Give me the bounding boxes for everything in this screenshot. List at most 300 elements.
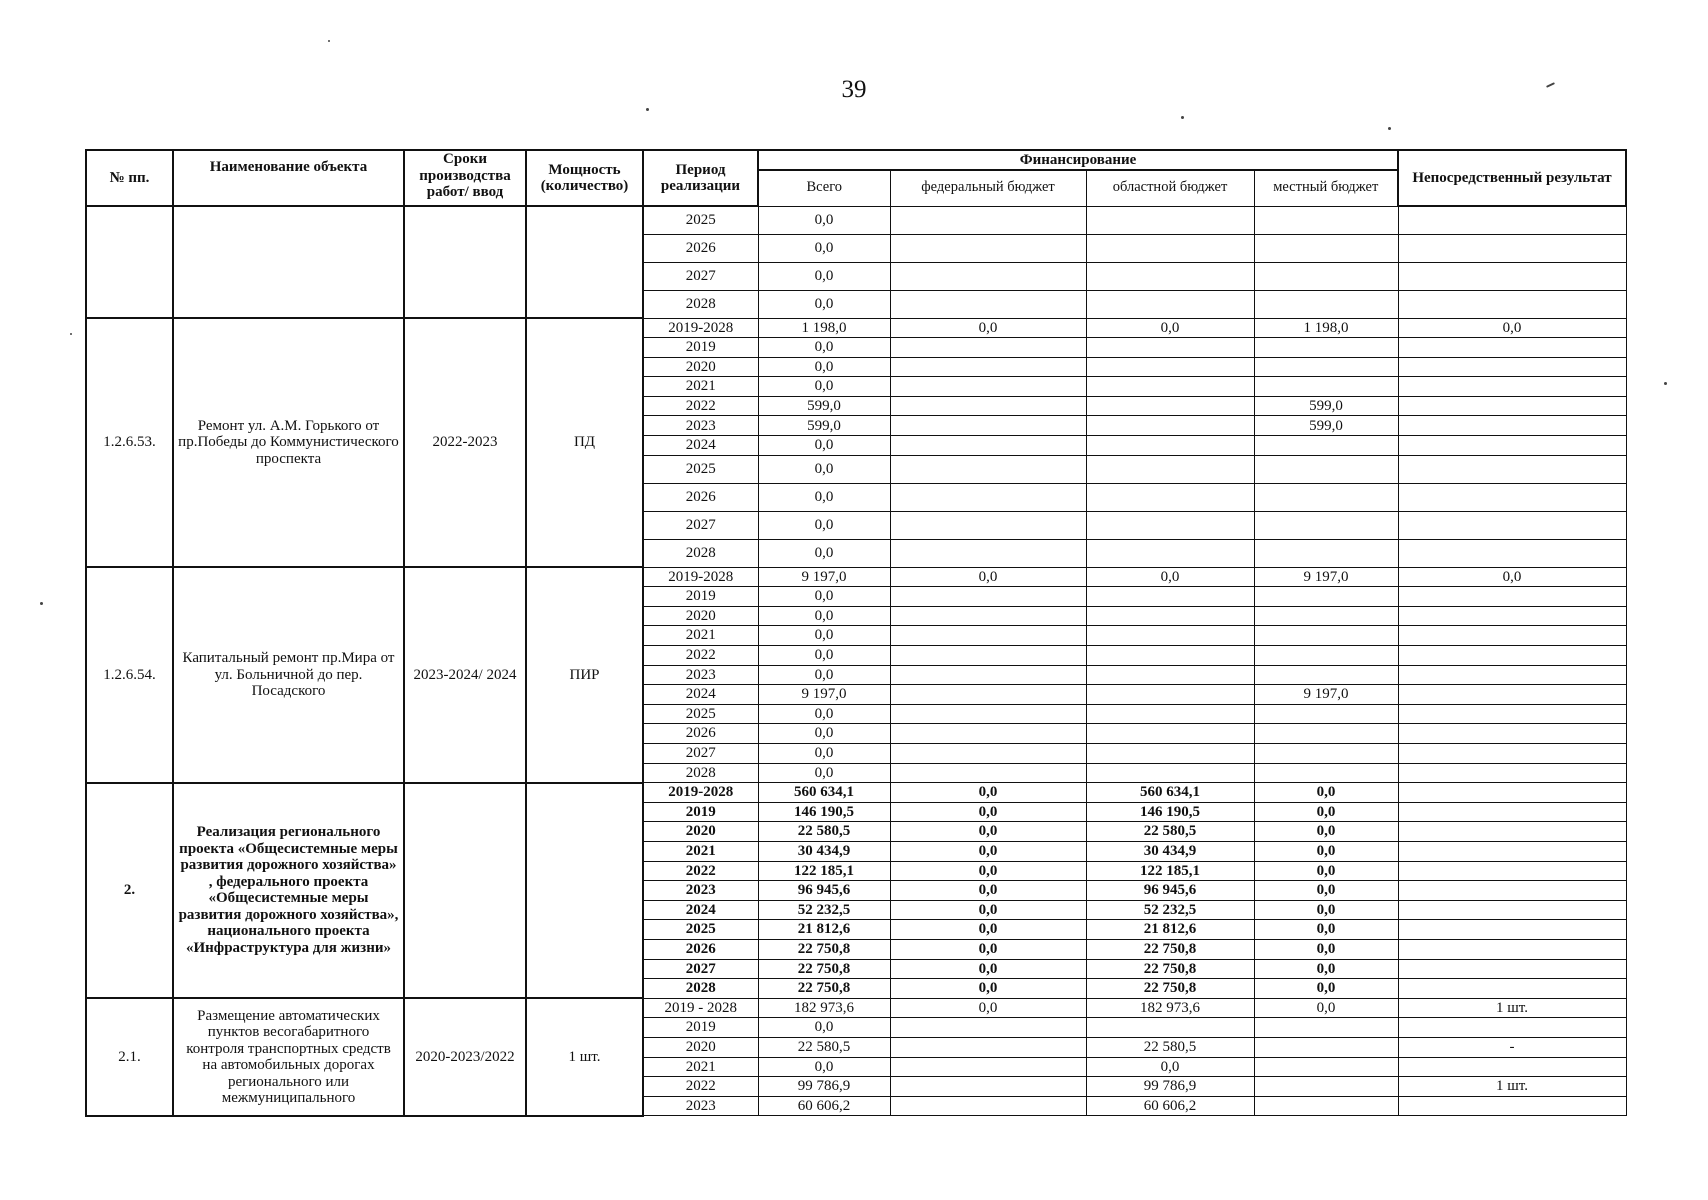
cell-period: 2021	[643, 841, 758, 861]
cell-federal: 0,0	[890, 841, 1086, 861]
cell-local: 0,0	[1254, 822, 1398, 842]
cell-total: 9 197,0	[758, 567, 890, 587]
cell-local: 0,0	[1254, 802, 1398, 822]
table-row	[86, 783, 1626, 803]
cell-regional: 52 232,5	[1086, 900, 1254, 920]
cell-result	[1398, 783, 1626, 803]
cell-total: 0,0	[758, 539, 890, 567]
work-terms: 2022-2023	[404, 318, 526, 567]
cell-federal	[890, 206, 1086, 234]
scan-speck	[40, 602, 43, 605]
cell-regional	[1086, 416, 1254, 436]
cell-total: 0,0	[758, 290, 890, 318]
cell-period: 2027	[643, 262, 758, 290]
cell-result	[1398, 396, 1626, 416]
cell-federal: 0,0	[890, 567, 1086, 587]
cell-federal	[890, 416, 1086, 436]
cell-regional: 22 580,5	[1086, 822, 1254, 842]
work-terms	[404, 206, 526, 318]
cell-period: 2028	[643, 539, 758, 567]
header-local: местный бюджет	[1254, 170, 1398, 206]
cell-result	[1398, 539, 1626, 567]
cell-federal: 0,0	[890, 802, 1086, 822]
cell-total: 60 606,2	[758, 1096, 890, 1116]
table-row	[86, 318, 1626, 338]
object-name	[173, 206, 404, 318]
cell-result	[1398, 1096, 1626, 1116]
cell-local	[1254, 744, 1398, 764]
cell-total: 599,0	[758, 416, 890, 436]
cell-federal: 0,0	[890, 822, 1086, 842]
cell-local	[1254, 455, 1398, 483]
table-row	[86, 206, 1626, 234]
cell-result	[1398, 416, 1626, 436]
cell-period: 2028	[643, 763, 758, 783]
cell-regional	[1086, 763, 1254, 783]
cell-total: 22 750,8	[758, 979, 890, 999]
cell-federal: 0,0	[890, 939, 1086, 959]
cell-total: 0,0	[758, 704, 890, 724]
cell-total: 0,0	[758, 455, 890, 483]
cell-total: 0,0	[758, 606, 890, 626]
header-num: № пп.	[86, 150, 173, 206]
cell-federal	[890, 685, 1086, 705]
cell-result	[1398, 483, 1626, 511]
cell-regional	[1086, 357, 1254, 377]
cell-regional: 22 580,5	[1086, 1037, 1254, 1057]
cell-result	[1398, 744, 1626, 764]
cell-federal	[890, 483, 1086, 511]
cell-local: 0,0	[1254, 861, 1398, 881]
cell-regional	[1086, 665, 1254, 685]
cell-regional	[1086, 377, 1254, 397]
work-terms	[404, 783, 526, 999]
object-name: Реализация регионального проекта «Общесистемные меры развития дорожного хозяйства» , федерального проекта «Общесистемные меры развития дорожного хозяйства», национального проекта «Инфраструктура для жизни»	[173, 783, 404, 999]
cell-regional	[1086, 744, 1254, 764]
cell-regional	[1086, 1018, 1254, 1038]
scan-speck	[1181, 116, 1184, 119]
cell-federal: 0,0	[890, 318, 1086, 338]
cell-regional	[1086, 606, 1254, 626]
cell-federal	[890, 626, 1086, 646]
cell-total: 30 434,9	[758, 841, 890, 861]
cell-local	[1254, 290, 1398, 318]
cell-regional: 122 185,1	[1086, 861, 1254, 881]
cell-regional	[1086, 396, 1254, 416]
cell-result	[1398, 822, 1626, 842]
cell-local: 0,0	[1254, 998, 1398, 1018]
cell-federal	[890, 455, 1086, 483]
cell-period: 2025	[643, 704, 758, 724]
cell-local: 0,0	[1254, 939, 1398, 959]
row-number: 2.	[86, 783, 173, 999]
capacity	[526, 206, 643, 318]
cell-regional	[1086, 338, 1254, 358]
cell-regional: 0,0	[1086, 567, 1254, 587]
cell-total: 146 190,5	[758, 802, 890, 822]
scan-speck	[328, 40, 330, 42]
cell-local	[1254, 1037, 1398, 1057]
cell-federal: 0,0	[890, 979, 1086, 999]
object-name: Размещение автоматических пунктов весогабаритного контроля транспортных средств на автомобильных дорогах регионального или межмуниципального	[173, 998, 404, 1116]
scan-speck	[646, 108, 649, 111]
cell-local	[1254, 606, 1398, 626]
row-number: 1.2.6.53.	[86, 318, 173, 567]
cell-regional: 22 750,8	[1086, 979, 1254, 999]
cell-federal	[890, 1057, 1086, 1077]
cell-period: 2025	[643, 206, 758, 234]
cell-result: -	[1398, 1037, 1626, 1057]
cell-federal	[890, 290, 1086, 318]
header-capacity: Мощность (количество)	[526, 150, 643, 206]
cell-regional: 560 634,1	[1086, 783, 1254, 803]
cell-local: 0,0	[1254, 920, 1398, 940]
cell-federal: 0,0	[890, 900, 1086, 920]
cell-federal	[890, 396, 1086, 416]
cell-federal	[890, 1018, 1086, 1038]
cell-result	[1398, 206, 1626, 234]
cell-local	[1254, 724, 1398, 744]
cell-result	[1398, 234, 1626, 262]
cell-period: 2023	[643, 881, 758, 901]
financing-table	[85, 149, 1627, 1117]
cell-regional: 60 606,2	[1086, 1096, 1254, 1116]
row-number: 2.1.	[86, 998, 173, 1116]
cell-local	[1254, 704, 1398, 724]
header-total: Всего	[758, 170, 890, 206]
cell-period: 2019-2028	[643, 783, 758, 803]
cell-period: 2022	[643, 1077, 758, 1097]
cell-local: 0,0	[1254, 841, 1398, 861]
header-federal: федеральный бюджет	[890, 170, 1086, 206]
cell-result	[1398, 357, 1626, 377]
cell-local: 0,0	[1254, 979, 1398, 999]
capacity: 1 шт.	[526, 998, 643, 1116]
cell-federal	[890, 606, 1086, 626]
cell-total: 1 198,0	[758, 318, 890, 338]
cell-total: 0,0	[758, 763, 890, 783]
cell-total: 0,0	[758, 234, 890, 262]
cell-result	[1398, 587, 1626, 607]
page-number: 39	[841, 76, 867, 103]
cell-total: 0,0	[758, 1018, 890, 1038]
cell-period: 2026	[643, 234, 758, 262]
cell-local	[1254, 587, 1398, 607]
header-terms: Сроки производства работ/ ввод	[404, 150, 526, 206]
cell-federal	[890, 234, 1086, 262]
cell-total: 0,0	[758, 626, 890, 646]
header-result: Непосредственный результат	[1398, 150, 1626, 206]
cell-federal	[890, 704, 1086, 724]
row-number: 1.2.6.54.	[86, 567, 173, 783]
cell-result	[1398, 606, 1626, 626]
cell-result	[1398, 665, 1626, 685]
cell-period: 2019	[643, 587, 758, 607]
cell-result	[1398, 1018, 1626, 1038]
cell-regional: 96 945,6	[1086, 881, 1254, 901]
cell-local: 1 198,0	[1254, 318, 1398, 338]
cell-period: 2024	[643, 685, 758, 705]
cell-total: 52 232,5	[758, 900, 890, 920]
work-terms: 2020-2023/2022	[404, 998, 526, 1116]
cell-total: 0,0	[758, 338, 890, 358]
capacity	[526, 783, 643, 999]
cell-period: 2019	[643, 338, 758, 358]
cell-local	[1254, 483, 1398, 511]
cell-total: 0,0	[758, 262, 890, 290]
cell-federal	[890, 1096, 1086, 1116]
cell-local: 0,0	[1254, 900, 1398, 920]
cell-federal	[890, 724, 1086, 744]
cell-federal	[890, 377, 1086, 397]
header-period: Период реализации	[643, 150, 758, 206]
cell-regional: 22 750,8	[1086, 939, 1254, 959]
cell-total: 599,0	[758, 396, 890, 416]
cell-period: 2022	[643, 646, 758, 666]
cell-period: 2026	[643, 939, 758, 959]
cell-local	[1254, 665, 1398, 685]
cell-regional	[1086, 511, 1254, 539]
cell-period: 2021	[643, 377, 758, 397]
cell-period: 2019-2028	[643, 567, 758, 587]
cell-period: 2022	[643, 396, 758, 416]
table-body	[86, 206, 1626, 1116]
cell-local	[1254, 234, 1398, 262]
cell-period: 2024	[643, 436, 758, 456]
cell-result	[1398, 939, 1626, 959]
cell-result: 0,0	[1398, 567, 1626, 587]
cell-regional: 22 750,8	[1086, 959, 1254, 979]
cell-federal	[890, 539, 1086, 567]
cell-period: 2025	[643, 920, 758, 940]
cell-result	[1398, 685, 1626, 705]
cell-result	[1398, 626, 1626, 646]
cell-result	[1398, 724, 1626, 744]
cell-period: 2019	[643, 802, 758, 822]
cell-regional: 146 190,5	[1086, 802, 1254, 822]
cell-period: 2019 - 2028	[643, 998, 758, 1018]
cell-regional	[1086, 436, 1254, 456]
cell-federal	[890, 665, 1086, 685]
cell-regional	[1086, 539, 1254, 567]
cell-period: 2020	[643, 822, 758, 842]
cell-federal	[890, 763, 1086, 783]
cell-federal: 0,0	[890, 959, 1086, 979]
cell-period: 2027	[643, 744, 758, 764]
capacity: ПИР	[526, 567, 643, 783]
cell-federal	[890, 744, 1086, 764]
cell-total: 99 786,9	[758, 1077, 890, 1097]
cell-regional	[1086, 455, 1254, 483]
work-terms: 2023-2024/ 2024	[404, 567, 526, 783]
row-number	[86, 206, 173, 318]
cell-result	[1398, 881, 1626, 901]
cell-regional	[1086, 685, 1254, 705]
scan-speck	[70, 333, 72, 335]
cell-total: 22 580,5	[758, 1037, 890, 1057]
cell-federal: 0,0	[890, 783, 1086, 803]
cell-result	[1398, 704, 1626, 724]
cell-result	[1398, 900, 1626, 920]
cell-federal: 0,0	[890, 920, 1086, 940]
cell-local: 0,0	[1254, 881, 1398, 901]
cell-result	[1398, 1057, 1626, 1077]
cell-total: 0,0	[758, 206, 890, 234]
cell-regional: 99 786,9	[1086, 1077, 1254, 1097]
cell-result	[1398, 959, 1626, 979]
cell-total: 0,0	[758, 511, 890, 539]
scan-speck	[1664, 382, 1667, 385]
cell-federal: 0,0	[890, 881, 1086, 901]
cell-regional	[1086, 483, 1254, 511]
cell-regional	[1086, 724, 1254, 744]
cell-local: 9 197,0	[1254, 567, 1398, 587]
cell-regional	[1086, 262, 1254, 290]
cell-federal	[890, 646, 1086, 666]
cell-period: 2020	[643, 606, 758, 626]
cell-result	[1398, 861, 1626, 881]
cell-total: 122 185,1	[758, 861, 890, 881]
cell-total: 560 634,1	[758, 783, 890, 803]
cell-local	[1254, 1096, 1398, 1116]
capacity: ПД	[526, 318, 643, 567]
cell-local: 0,0	[1254, 783, 1398, 803]
cell-regional: 0,0	[1086, 318, 1254, 338]
cell-period: 2020	[643, 357, 758, 377]
object-name: Ремонт ул. А.М. Горького от пр.Победы до Коммунистического проспекта	[173, 318, 404, 567]
cell-period: 2023	[643, 416, 758, 436]
cell-result	[1398, 646, 1626, 666]
cell-local	[1254, 338, 1398, 358]
cell-period: 2021	[643, 1057, 758, 1077]
cell-total: 96 945,6	[758, 881, 890, 901]
cell-total: 22 750,8	[758, 959, 890, 979]
cell-federal	[890, 587, 1086, 607]
cell-total: 0,0	[758, 1057, 890, 1077]
cell-period: 2028	[643, 290, 758, 318]
cell-federal: 0,0	[890, 998, 1086, 1018]
scan-speck	[1388, 127, 1391, 130]
cell-result	[1398, 979, 1626, 999]
cell-federal	[890, 436, 1086, 456]
cell-federal	[890, 357, 1086, 377]
cell-total: 0,0	[758, 665, 890, 685]
cell-regional	[1086, 646, 1254, 666]
cell-total: 22 580,5	[758, 822, 890, 842]
cell-period: 2022	[643, 861, 758, 881]
cell-total: 22 750,8	[758, 939, 890, 959]
cell-regional	[1086, 626, 1254, 646]
cell-federal	[890, 511, 1086, 539]
cell-local	[1254, 763, 1398, 783]
cell-local	[1254, 1018, 1398, 1038]
cell-period: 2027	[643, 511, 758, 539]
header-regional: областной бюджет	[1086, 170, 1254, 206]
cell-period: 2019	[643, 1018, 758, 1038]
cell-result	[1398, 841, 1626, 861]
cell-total: 0,0	[758, 483, 890, 511]
cell-result	[1398, 377, 1626, 397]
cell-total: 0,0	[758, 587, 890, 607]
cell-regional	[1086, 206, 1254, 234]
cell-local	[1254, 626, 1398, 646]
cell-local	[1254, 206, 1398, 234]
cell-period: 2028	[643, 979, 758, 999]
cell-period: 2025	[643, 455, 758, 483]
cell-regional	[1086, 234, 1254, 262]
cell-result: 1 шт.	[1398, 1077, 1626, 1097]
cell-period: 2021	[643, 626, 758, 646]
cell-total: 0,0	[758, 377, 890, 397]
cell-period: 2020	[643, 1037, 758, 1057]
cell-local: 599,0	[1254, 416, 1398, 436]
cell-total: 0,0	[758, 744, 890, 764]
cell-regional: 30 434,9	[1086, 841, 1254, 861]
object-name: Капитальный ремонт пр.Мира от ул. Больничной до пер. Посадского	[173, 567, 404, 783]
cell-federal	[890, 1037, 1086, 1057]
cell-total: 0,0	[758, 646, 890, 666]
cell-local	[1254, 1057, 1398, 1077]
cell-federal	[890, 1077, 1086, 1097]
cell-total: 0,0	[758, 436, 890, 456]
cell-federal	[890, 262, 1086, 290]
cell-local	[1254, 511, 1398, 539]
cell-local	[1254, 377, 1398, 397]
cell-result	[1398, 455, 1626, 483]
cell-result	[1398, 920, 1626, 940]
cell-regional: 182 973,6	[1086, 998, 1254, 1018]
cell-local: 0,0	[1254, 959, 1398, 979]
cell-total: 21 812,6	[758, 920, 890, 940]
cell-result	[1398, 802, 1626, 822]
cell-period: 2023	[643, 1096, 758, 1116]
cell-result	[1398, 763, 1626, 783]
cell-regional	[1086, 290, 1254, 318]
cell-total: 182 973,6	[758, 998, 890, 1018]
cell-result	[1398, 338, 1626, 358]
cell-total: 9 197,0	[758, 685, 890, 705]
cell-federal: 0,0	[890, 861, 1086, 881]
cell-local	[1254, 1077, 1398, 1097]
cell-regional: 21 812,6	[1086, 920, 1254, 940]
cell-total: 0,0	[758, 724, 890, 744]
cell-result	[1398, 436, 1626, 456]
header-name: Наименование объекта	[173, 150, 404, 206]
cell-regional	[1086, 704, 1254, 724]
cell-local	[1254, 539, 1398, 567]
cell-result	[1398, 290, 1626, 318]
cell-local	[1254, 262, 1398, 290]
cell-local	[1254, 357, 1398, 377]
header-financing: Финансирование	[758, 150, 1398, 170]
cell-result: 1 шт.	[1398, 998, 1626, 1018]
cell-total: 0,0	[758, 357, 890, 377]
cell-period: 2026	[643, 724, 758, 744]
cell-period: 2023	[643, 665, 758, 685]
table-row	[86, 998, 1626, 1018]
cell-period: 2026	[643, 483, 758, 511]
cell-local	[1254, 436, 1398, 456]
cell-period: 2024	[643, 900, 758, 920]
cell-result	[1398, 262, 1626, 290]
cell-period: 2027	[643, 959, 758, 979]
cell-local	[1254, 646, 1398, 666]
cell-period: 2019-2028	[643, 318, 758, 338]
cell-result	[1398, 511, 1626, 539]
cell-result: 0,0	[1398, 318, 1626, 338]
table-row	[86, 567, 1626, 587]
cell-regional: 0,0	[1086, 1057, 1254, 1077]
